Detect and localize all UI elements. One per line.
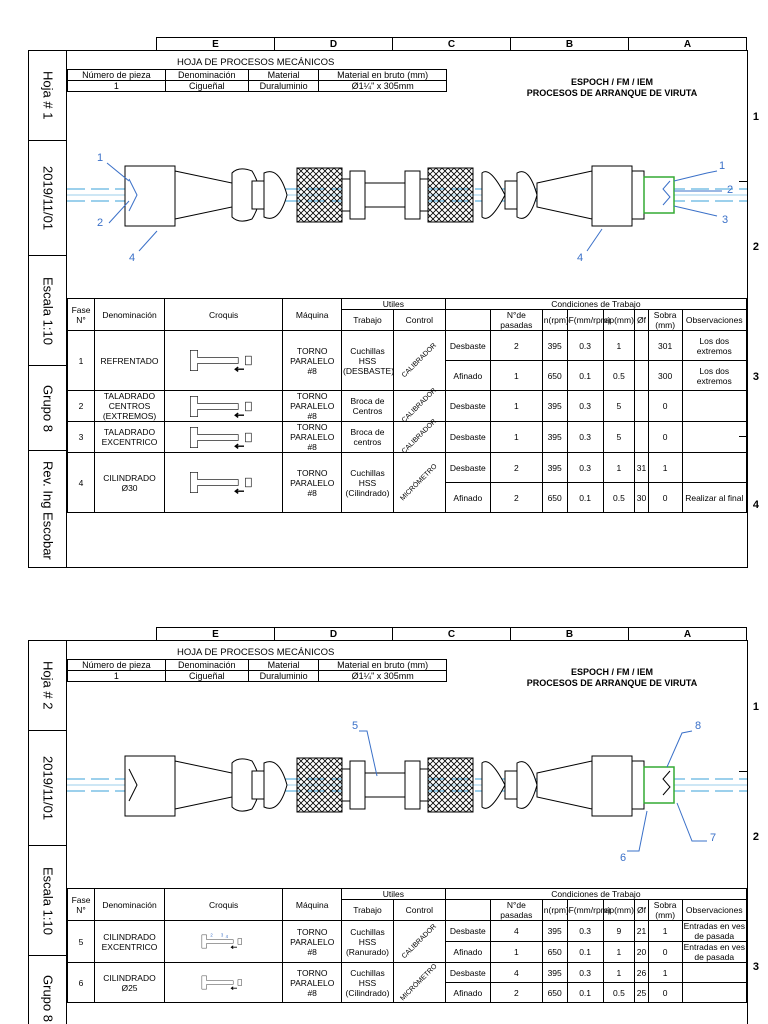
- sheet-number: Hoja # 2: [40, 661, 56, 710]
- sheet-date: 2019/11/01: [40, 755, 56, 821]
- cell-obs: [682, 422, 746, 453]
- value-bruto: Ø1¼" x 305mm: [319, 671, 447, 682]
- cell-feed: 0.3: [567, 422, 603, 453]
- institution-line-1: ESPOCH / FM / IEM: [570, 77, 653, 87]
- th-sobra: Sobra (mm): [648, 900, 682, 921]
- cell-op: Desbaste: [445, 453, 490, 483]
- th-pasadas: N°de pasadas: [490, 310, 542, 331]
- cell-diam: 20: [635, 942, 649, 963]
- label-material: Material: [248, 660, 318, 671]
- cell-fase: 4: [68, 453, 95, 513]
- table-row: [68, 331, 747, 361]
- croquis-sketch: [166, 423, 281, 452]
- cell-trabajo: Cuchillas HSS (Cilindrado): [342, 963, 394, 1003]
- th-feed: F(mm/rpm): [567, 900, 603, 921]
- croquis-label: 2: [210, 932, 213, 938]
- cell-pasadas: 1: [490, 422, 542, 453]
- cell-rpm: 650: [542, 942, 567, 963]
- table-row: [68, 453, 747, 483]
- sheet-scale: Escala 1:10: [40, 866, 56, 935]
- cell-control: [393, 453, 445, 513]
- cell-rpm: 650: [542, 483, 567, 513]
- sheet-title: HOJA DE PROCESOS MECÁNICOS: [177, 57, 335, 68]
- label-bruto: Material en bruto (mm): [319, 70, 447, 81]
- institution: [487, 77, 737, 99]
- col-letter: C: [393, 628, 511, 641]
- cell-sobra: 300: [648, 361, 682, 391]
- th-feed: F(mm/rpm): [567, 310, 603, 331]
- th-fase: Fase N°: [68, 889, 95, 921]
- cell-op: Desbaste: [445, 921, 490, 942]
- cell-diam: 25: [635, 983, 649, 1003]
- cell-op: Desbaste: [445, 391, 490, 422]
- cell-ap: 5: [603, 391, 635, 422]
- institution-line-2: PROCESOS DE ARRANQUE DE VIRUTA: [526, 678, 698, 688]
- value-pieza: 1: [68, 671, 166, 682]
- sheet-group: Grupo 8: [40, 384, 56, 432]
- cell-sobra: 0: [648, 983, 682, 1003]
- cell-sobra: 301: [648, 331, 682, 361]
- cell-op: Afinado: [445, 983, 490, 1003]
- croquis-sketch: [166, 973, 281, 992]
- th-fase: Fase N°: [68, 299, 95, 331]
- th-ap: ap(mm): [603, 900, 635, 921]
- cell-maquina: TORNO PARALELO #8: [283, 921, 342, 963]
- cell-obs: Entradas en ves de pasada: [683, 942, 745, 962]
- sheet-number: Hoja # 1: [40, 71, 56, 120]
- column-letters: [156, 627, 747, 641]
- row-number: 2: [752, 831, 759, 843]
- cell-obs: Realizar al final: [682, 483, 746, 513]
- cell-diam: [635, 422, 649, 453]
- table-row: [68, 921, 747, 942]
- cell-ap: 1: [603, 331, 635, 361]
- cell-maquina: TORNO PARALELO #8: [283, 453, 342, 513]
- cell-pasadas: 2: [490, 331, 542, 361]
- cell-ap: 0.5: [603, 483, 635, 513]
- cell-rpm: 395: [542, 391, 567, 422]
- control-label: MICRÓMETRO: [399, 462, 439, 502]
- cell-diam: [635, 331, 649, 361]
- cell-sobra: 0: [648, 942, 682, 963]
- cell-rpm: 650: [542, 983, 567, 1003]
- th-pasadas: N°de pasadas: [490, 900, 542, 921]
- cell-feed: 0.3: [567, 331, 603, 361]
- cell-sobra: 0: [648, 483, 682, 513]
- cell-denominacion: TALADRADO CENTROS (EXTREMOS): [95, 391, 165, 422]
- th-croquis: Croquis: [164, 299, 282, 331]
- th-op: [445, 310, 490, 331]
- cell-denominacion: CILINDRADO EXCENTRICO: [95, 921, 165, 963]
- cell-obs: Entradas en ves de pasada: [683, 921, 745, 941]
- cell-ap: 0.5: [603, 361, 635, 391]
- cell-rpm: 395: [542, 921, 567, 942]
- th-control: Control: [393, 310, 445, 331]
- control-label: CALIBRADOR: [400, 922, 438, 960]
- cell-sobra: 0: [648, 391, 682, 422]
- cell-maquina: TORNO PARALELO #8: [283, 963, 342, 1003]
- callout: 3: [722, 214, 729, 226]
- cell-fase: 1: [68, 331, 95, 391]
- row-number: 1: [752, 701, 759, 713]
- cell-denominacion: REFRENTADO: [95, 331, 165, 391]
- cell-control: [393, 963, 445, 1003]
- value-material: Duraluminio: [248, 81, 318, 92]
- cell-croquis: [164, 422, 282, 453]
- row-numbers: [747, 641, 759, 1024]
- row-number: 2: [752, 241, 759, 253]
- cell-pasadas: 2: [490, 453, 542, 483]
- cell-croquis: [164, 963, 282, 1003]
- callout: 7: [710, 832, 717, 844]
- cell-pasadas: 1: [490, 361, 542, 391]
- sheet-date: 2019/11/01: [40, 165, 56, 231]
- cell-fase: 5: [68, 921, 95, 963]
- th-denominacion: Denominación: [95, 299, 165, 331]
- cell-fase: 2: [68, 391, 95, 422]
- cell-trabajo: Broca de centros: [342, 422, 394, 453]
- control-label: CALIBRADOR: [400, 341, 438, 379]
- cell-ap: 0.5: [603, 983, 635, 1003]
- th-rpm: n(rpm): [542, 310, 567, 331]
- cell-sobra: 1: [648, 921, 682, 942]
- cell-feed: 0.3: [567, 921, 603, 942]
- cell-ap: 1: [603, 963, 635, 983]
- cell-pasadas: 4: [490, 921, 542, 942]
- row-number: 3: [752, 961, 759, 973]
- th-sobra: Sobra (mm): [648, 310, 682, 331]
- side-title-block: [29, 51, 67, 567]
- cell-op: Afinado: [445, 942, 490, 963]
- cell-pasadas: 4: [490, 963, 542, 983]
- label-material: Material: [248, 70, 318, 81]
- cell-maquina: TORNO PARALELO #8: [283, 331, 342, 391]
- th-rpm: n(rpm): [542, 900, 567, 921]
- cell-trabajo: Cuchillas HSS (DESBASTE): [342, 331, 394, 391]
- cell-rpm: 395: [542, 453, 567, 483]
- header-block: [67, 641, 747, 693]
- process-sheet-1: [28, 39, 759, 568]
- cell-obs: [682, 453, 746, 483]
- callout: 8: [695, 720, 702, 732]
- cell-op: Afinado: [445, 483, 490, 513]
- cell-rpm: 395: [542, 422, 567, 453]
- sheet-scale: Escala 1:10: [40, 276, 56, 345]
- th-ap: ap(mm): [603, 310, 635, 331]
- croquis-sketch: [166, 346, 281, 375]
- cell-feed: 0.3: [567, 453, 603, 483]
- cell-feed: 0.1: [567, 361, 603, 391]
- header-table: [67, 659, 447, 682]
- col-letter: A: [683, 39, 692, 50]
- cell-denominacion: CILINDRADO Ø25: [95, 963, 165, 1003]
- cell-sobra: 0: [648, 422, 682, 453]
- value-bruto: Ø1¼" x 305mm: [319, 81, 447, 92]
- col-letter: D: [275, 38, 393, 51]
- cell-op: Afinado: [445, 361, 490, 391]
- cell-diam: 26: [635, 963, 649, 983]
- col-letter: A: [683, 629, 692, 640]
- value-denominacion: Cigueñal: [165, 81, 248, 92]
- cell-sobra: 1: [648, 453, 682, 483]
- label-pieza: Número de pieza: [68, 660, 166, 671]
- callout: 6: [620, 852, 627, 864]
- cell-croquis: [164, 453, 282, 513]
- cell-croquis: [164, 391, 282, 422]
- th-trabajo: Trabajo: [342, 310, 394, 331]
- th-obs: Observaciones: [682, 310, 746, 331]
- row-number: 4: [752, 499, 759, 511]
- cell-op: Desbaste: [445, 963, 490, 983]
- croquis-label: 3: [220, 932, 224, 938]
- table-row: [68, 391, 747, 422]
- croquis-sketch: [166, 468, 281, 497]
- th-diam: Øf: [635, 310, 649, 331]
- cell-ap: 1: [603, 453, 635, 483]
- cell-op: Desbaste: [445, 331, 490, 361]
- control-label: MICRÓMETRO: [399, 962, 439, 1002]
- row-number: 1: [752, 111, 759, 123]
- cell-ap: 5: [603, 422, 635, 453]
- process-table: [67, 888, 747, 1003]
- crankshaft-drawing: [67, 111, 747, 296]
- cell-diam: 30: [635, 483, 649, 513]
- croquis-sketch: [166, 932, 281, 951]
- column-letters: [156, 37, 747, 51]
- th-trabajo: Trabajo: [342, 900, 394, 921]
- header-table: [67, 69, 447, 92]
- th-condiciones: Condiciones de Trabajo: [445, 299, 746, 310]
- cell-op: Desbaste: [445, 422, 490, 453]
- table-row: [68, 963, 747, 983]
- row-number: 3: [752, 371, 759, 383]
- col-letter: D: [275, 628, 393, 641]
- cell-diam: 21: [635, 921, 649, 942]
- cell-control: [393, 921, 445, 963]
- label-denominacion: Denominación: [165, 70, 248, 81]
- table-row: [68, 422, 747, 453]
- col-letter: E: [157, 628, 275, 641]
- cell-croquis: [164, 331, 282, 391]
- sheet-title: HOJA DE PROCESOS MECÁNICOS: [177, 647, 335, 658]
- cell-feed: 0.1: [567, 942, 603, 963]
- croquis-sketch: [166, 392, 281, 421]
- th-croquis: Croquis: [164, 889, 282, 921]
- cell-feed: 0.3: [567, 391, 603, 422]
- cell-diam: [635, 361, 649, 391]
- callout: 1: [97, 152, 104, 164]
- cell-control: [393, 331, 445, 391]
- value-denominacion: Cigueñal: [165, 671, 248, 682]
- cell-obs: Los dos extremos: [682, 361, 746, 391]
- crankshaft-svg: [67, 111, 747, 296]
- th-maquina: Máquina: [283, 299, 342, 331]
- cell-obs: [682, 963, 746, 983]
- th-obs: Observaciones: [682, 900, 746, 921]
- cell-denominacion: CILINDRADO Ø30: [95, 453, 165, 513]
- cell-sobra: 1: [648, 963, 682, 983]
- callout: 5: [352, 720, 359, 732]
- callout: 4: [129, 252, 136, 264]
- institution-line-2: PROCESOS DE ARRANQUE DE VIRUTA: [526, 88, 698, 98]
- header-block: [67, 51, 747, 103]
- croquis-label: 4: [225, 934, 228, 940]
- col-letter: B: [511, 628, 629, 641]
- cell-control: [393, 387, 445, 425]
- cell-ap: 9: [603, 921, 635, 942]
- cell-feed: 0.1: [567, 983, 603, 1003]
- callout: 2: [97, 217, 104, 229]
- value-pieza: 1: [68, 81, 166, 92]
- cell-obs: [682, 391, 746, 422]
- cell-pasadas: 2: [490, 983, 542, 1003]
- row-numbers: [747, 51, 759, 567]
- th-op: [445, 900, 490, 921]
- cell-feed: 0.1: [567, 483, 603, 513]
- th-utiles: Utiles: [342, 889, 446, 900]
- process-sheet-2: [28, 629, 759, 1024]
- value-material: Duraluminio: [248, 671, 318, 682]
- cell-fase: 3: [68, 422, 95, 453]
- sheet-group: Grupo 8: [40, 975, 56, 1022]
- cell-croquis: [164, 921, 282, 963]
- crankshaft-drawing: [67, 701, 747, 886]
- control-label: CALIBRADOR: [400, 418, 438, 456]
- col-letter: B: [511, 38, 629, 51]
- cell-obs: Los dos extremos: [682, 331, 746, 361]
- label-pieza: Número de pieza: [68, 70, 166, 81]
- col-letter: C: [393, 38, 511, 51]
- label-denominacion: Denominación: [165, 660, 248, 671]
- cell-pasadas: 2: [490, 483, 542, 513]
- cell-pasadas: 1: [490, 391, 542, 422]
- th-control: Control: [393, 900, 445, 921]
- cell-pasadas: 1: [490, 942, 542, 963]
- callout: 4: [577, 252, 584, 264]
- institution: [487, 667, 737, 689]
- cell-diam: [635, 391, 649, 422]
- cell-denominacion: TALADRADO EXCENTRICO: [95, 422, 165, 453]
- th-maquina: Máquina: [283, 889, 342, 921]
- cell-maquina: TORNO PARALELO #8: [283, 391, 342, 422]
- process-table: [67, 298, 747, 513]
- institution-line-1: ESPOCH / FM / IEM: [570, 667, 653, 677]
- crankshaft-svg: [67, 701, 747, 886]
- cell-diam: 31: [635, 453, 649, 483]
- sheet-reviewer: Rev. Ing Escobar: [40, 460, 56, 560]
- cell-trabajo: Cuchillas HSS (Ranurado): [342, 921, 394, 963]
- cell-control: [393, 418, 445, 456]
- cell-obs: [682, 983, 746, 1003]
- cell-rpm: 395: [542, 331, 567, 361]
- th-condiciones: Condiciones de Trabajo: [445, 889, 746, 900]
- side-title-block: [29, 641, 67, 1024]
- callout: 1: [719, 160, 726, 172]
- callout: 2: [727, 184, 734, 196]
- cell-maquina: TORNO PARALELO #8: [283, 422, 342, 453]
- cell-fase: 6: [68, 963, 95, 1003]
- cell-ap: 1: [603, 942, 635, 963]
- cell-feed: 0.3: [567, 963, 603, 983]
- cell-trabajo: Cuchillas HSS (Cilindrado): [342, 453, 394, 513]
- control-label: CALIBRADOR: [400, 387, 438, 425]
- th-denominacion: Denominación: [95, 889, 165, 921]
- cell-trabajo: Broca de Centros: [342, 391, 394, 422]
- cell-rpm: 650: [542, 361, 567, 391]
- label-bruto: Material en bruto (mm): [319, 660, 447, 671]
- th-utiles: Utiles: [342, 299, 446, 310]
- cell-rpm: 395: [542, 963, 567, 983]
- th-diam: Øf: [635, 900, 649, 921]
- col-letter: E: [157, 38, 275, 51]
